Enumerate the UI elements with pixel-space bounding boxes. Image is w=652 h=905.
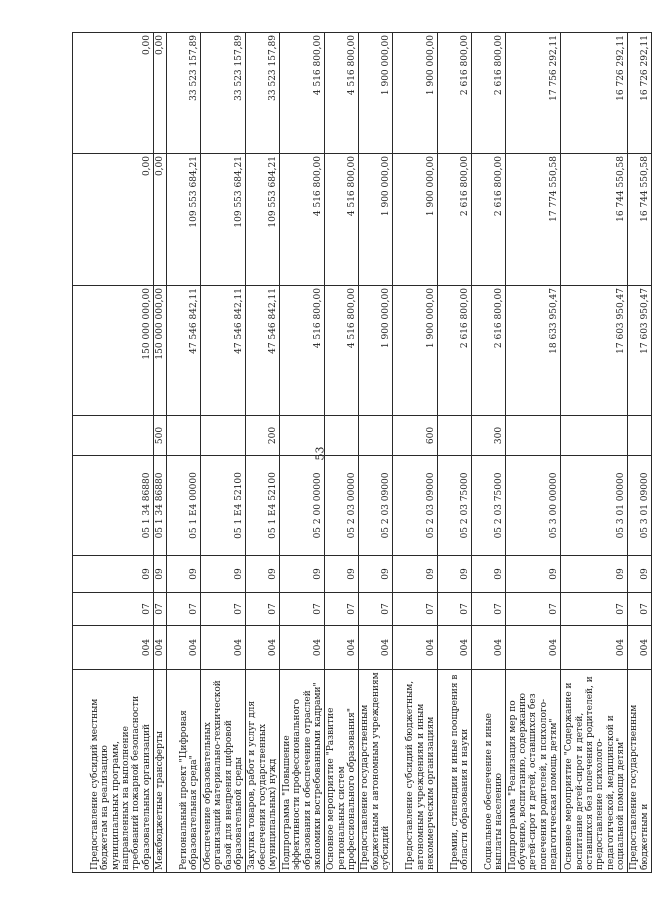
row-name-cell: Социальное обеспечение и иные выплаты населению xyxy=(472,670,506,873)
ministry-code-cell: 004 xyxy=(393,626,438,670)
subsection-code-cell: 09 xyxy=(73,556,154,593)
amount-1-cell: 4 516 800,00 xyxy=(280,286,325,416)
section-code-cell: 07 xyxy=(359,593,393,626)
amount-3-cell: 33 523 157,89 xyxy=(167,33,201,154)
table-row xyxy=(628,33,652,873)
amount-2-cell: 109 553 684,21 xyxy=(167,154,201,286)
expense-type-cell xyxy=(628,416,652,456)
amount-3-cell: 2 616 800,00 xyxy=(472,33,506,154)
section-code-cell: 07 xyxy=(628,593,652,626)
target-article-cell: 05 1 E4 52100 xyxy=(246,456,280,556)
amount-3-cell: 1 900 000,00 xyxy=(359,33,393,154)
subsection-code-cell: 09 xyxy=(506,556,561,593)
amount-2-cell: 2 616 800,00 xyxy=(438,154,472,286)
ministry-code-cell: 004 xyxy=(280,626,325,670)
amount-2-cell: 4 516 800,00 xyxy=(325,154,359,286)
amount-3-cell: 17 756 292,11 xyxy=(506,33,561,154)
subsection-code-cell: 09 xyxy=(561,556,628,593)
amount-3-cell: 1 900 000,00 xyxy=(393,33,438,154)
rotated-table-wrapper xyxy=(72,33,650,873)
section-code-cell: 07 xyxy=(73,593,154,626)
ministry-code-cell: 004 xyxy=(154,626,167,670)
row-name-cell: Предоставление субсидий бюджетным, автономным учреждениям и иным некоммерческим организациям xyxy=(393,670,438,873)
table-row xyxy=(73,33,154,873)
amount-1-cell: 17 603 950,47 xyxy=(628,286,652,416)
row-name-cell: Основное мероприятие "Содержание и воспитание детей-сирот и детей, оставшихся без попечения родителей, и предоставление психолого-педагогической, медицинской и социальной помощи детям" xyxy=(561,670,628,873)
row-name-cell: Региональный проект "Цифровая образовательная среда" xyxy=(167,670,201,873)
row-name-cell: Подпрограмма "Реализация мер по обучению, воспитанию, содержанию детей-сирот и детей, оставшихся без попечения родителей, и психолого-педагогическая помощь детям" xyxy=(506,670,561,873)
subsection-code-cell: 09 xyxy=(167,556,201,593)
amount-2-cell: 16 744 550,58 xyxy=(561,154,628,286)
target-article-cell: 05 2 03 75000 xyxy=(472,456,506,556)
amount-1-cell: 150 000 000,00 xyxy=(73,286,154,416)
amount-1-cell: 18 633 950,47 xyxy=(506,286,561,416)
amount-3-cell: 33 523 157,89 xyxy=(246,33,280,154)
row-name-cell: Предоставление государственным бюджетным и автономным учреждениям субсидий xyxy=(359,670,393,873)
expense-type-cell xyxy=(167,416,201,456)
amount-1-cell: 4 516 800,00 xyxy=(325,286,359,416)
row-name-cell: Обеспечение образовательных организаций материально-технической базой для внедрения цифровой образовательной среды xyxy=(201,670,246,873)
row-name-cell: Основное мероприятие "Развитие региональных систем профессионального образования" xyxy=(325,670,359,873)
row-name-cell: Предоставление государственным бюджетным и xyxy=(628,670,652,873)
amount-1-cell: 1 900 000,00 xyxy=(393,286,438,416)
row-name-cell: Предоставление субсидий местным бюджетам на реализацию муниципальных программ, направленных на выполнение требований пожарной безопасности образовательных организаций xyxy=(73,670,154,873)
amount-1-cell: 2 616 800,00 xyxy=(438,286,472,416)
amount-2-cell: 4 516 800,00 xyxy=(280,154,325,286)
expense-type-cell xyxy=(73,416,154,456)
row-name-cell: Подпрограмма "Повышение эффективности профессионального образования и обеспечение отраслей экономики востребованными кадрами" xyxy=(280,670,325,873)
subsection-code-cell: 09 xyxy=(325,556,359,593)
section-code-cell: 07 xyxy=(280,593,325,626)
section-code-cell: 07 xyxy=(201,593,246,626)
amount-2-cell: 17 774 550,58 xyxy=(506,154,561,286)
budget-table xyxy=(72,32,652,873)
expense-type-cell: 200 xyxy=(246,416,280,456)
subsection-code-cell: 09 xyxy=(201,556,246,593)
amount-3-cell: 4 516 800,00 xyxy=(280,33,325,154)
table-row xyxy=(359,33,393,873)
ministry-code-cell: 004 xyxy=(506,626,561,670)
expense-type-cell xyxy=(280,416,325,456)
expense-type-cell: 300 xyxy=(472,416,506,456)
row-name-cell: Межбюджетные трансферты xyxy=(154,670,167,873)
section-code-cell: 07 xyxy=(246,593,280,626)
amount-2-cell: 16 744 550,58 xyxy=(628,154,652,286)
table-row xyxy=(438,33,472,873)
expense-type-cell xyxy=(201,416,246,456)
target-article-cell: 05 1 34 86880 xyxy=(154,456,167,556)
section-code-cell: 07 xyxy=(393,593,438,626)
target-article-cell: 05 2 03 00000 xyxy=(325,456,359,556)
subsection-code-cell: 09 xyxy=(359,556,393,593)
target-article-cell: 05 1 34 86880 xyxy=(73,456,154,556)
section-code-cell: 07 xyxy=(438,593,472,626)
amount-3-cell: 16 726 292,11 xyxy=(561,33,628,154)
ministry-code-cell: 004 xyxy=(167,626,201,670)
ministry-code-cell: 004 xyxy=(472,626,506,670)
amount-3-cell: 2 616 800,00 xyxy=(438,33,472,154)
target-article-cell: 05 3 01 00000 xyxy=(561,456,628,556)
target-article-cell: 05 2 03 09000 xyxy=(393,456,438,556)
section-code-cell: 07 xyxy=(325,593,359,626)
target-article-cell: 05 3 00 00000 xyxy=(506,456,561,556)
ministry-code-cell: 004 xyxy=(628,626,652,670)
expense-type-cell xyxy=(561,416,628,456)
expense-type-cell xyxy=(359,416,393,456)
amount-2-cell: 0,00 xyxy=(73,154,154,286)
subsection-code-cell: 09 xyxy=(472,556,506,593)
amount-3-cell: 4 516 800,00 xyxy=(325,33,359,154)
target-article-cell: 05 1 E4 52100 xyxy=(201,456,246,556)
amount-1-cell: 17 603 950,47 xyxy=(561,286,628,416)
amount-3-cell: 33 523 157,89 xyxy=(201,33,246,154)
section-code-cell: 07 xyxy=(167,593,201,626)
amount-1-cell: 1 900 000,00 xyxy=(359,286,393,416)
table-row xyxy=(280,33,325,873)
amount-2-cell: 2 616 800,00 xyxy=(472,154,506,286)
amount-2-cell: 1 900 000,00 xyxy=(393,154,438,286)
ministry-code-cell: 004 xyxy=(73,626,154,670)
section-code-cell: 07 xyxy=(154,593,167,626)
section-code-cell: 07 xyxy=(561,593,628,626)
ministry-code-cell: 004 xyxy=(246,626,280,670)
amount-3-cell: 0,00 xyxy=(154,33,167,154)
amount-2-cell: 1 900 000,00 xyxy=(359,154,393,286)
target-article-cell: 05 2 00 00000 xyxy=(280,456,325,556)
table-row xyxy=(472,33,506,873)
table-row xyxy=(561,33,628,873)
section-code-cell: 07 xyxy=(472,593,506,626)
amount-1-cell: 47 546 842,11 xyxy=(246,286,280,416)
target-article-cell: 05 1 E4 00000 xyxy=(167,456,201,556)
table-row xyxy=(201,33,246,873)
expense-type-cell: 600 xyxy=(393,416,438,456)
ministry-code-cell: 004 xyxy=(438,626,472,670)
expense-type-cell xyxy=(506,416,561,456)
amount-1-cell: 150 000 000,00 xyxy=(154,286,167,416)
amount-1-cell: 2 616 800,00 xyxy=(472,286,506,416)
table-row xyxy=(325,33,359,873)
subsection-code-cell: 09 xyxy=(438,556,472,593)
subsection-code-cell: 09 xyxy=(246,556,280,593)
target-article-cell: 05 2 03 09000 xyxy=(359,456,393,556)
amount-2-cell: 0,00 xyxy=(154,154,167,286)
amount-1-cell: 47 546 842,11 xyxy=(167,286,201,416)
amount-2-cell: 109 553 684,21 xyxy=(246,154,280,286)
amount-2-cell: 109 553 684,21 xyxy=(201,154,246,286)
section-code-cell: 07 xyxy=(506,593,561,626)
row-name-cell: Премии, стипендии и иные поощрения в области образования и науки xyxy=(438,670,472,873)
subsection-code-cell: 09 xyxy=(393,556,438,593)
target-article-cell: 05 3 01 09000 xyxy=(628,456,652,556)
target-article-cell: 05 2 03 75000 xyxy=(438,456,472,556)
table-row xyxy=(154,33,167,873)
table-row xyxy=(246,33,280,873)
amount-3-cell: 0,00 xyxy=(73,33,154,154)
table-row xyxy=(167,33,201,873)
table-row xyxy=(393,33,438,873)
expense-type-cell: 500 xyxy=(154,416,167,456)
ministry-code-cell: 004 xyxy=(325,626,359,670)
subsection-code-cell: 09 xyxy=(154,556,167,593)
table-row xyxy=(506,33,561,873)
document-sheet xyxy=(72,33,650,873)
page-number-text: 53 xyxy=(313,446,327,460)
subsection-code-cell: 09 xyxy=(628,556,652,593)
expense-type-cell xyxy=(438,416,472,456)
amount-1-cell: 47 546 842,11 xyxy=(201,286,246,416)
amount-3-cell: 16 726 292,11 xyxy=(628,33,652,154)
ministry-code-cell: 004 xyxy=(201,626,246,670)
subsection-code-cell: 09 xyxy=(280,556,325,593)
ministry-code-cell: 004 xyxy=(359,626,393,670)
expense-type-cell xyxy=(325,416,359,456)
ministry-code-cell: 004 xyxy=(561,626,628,670)
row-name-cell: Закупка товаров, работ и услуг для обеспечения государственных (муниципальных) нужд xyxy=(246,670,280,873)
